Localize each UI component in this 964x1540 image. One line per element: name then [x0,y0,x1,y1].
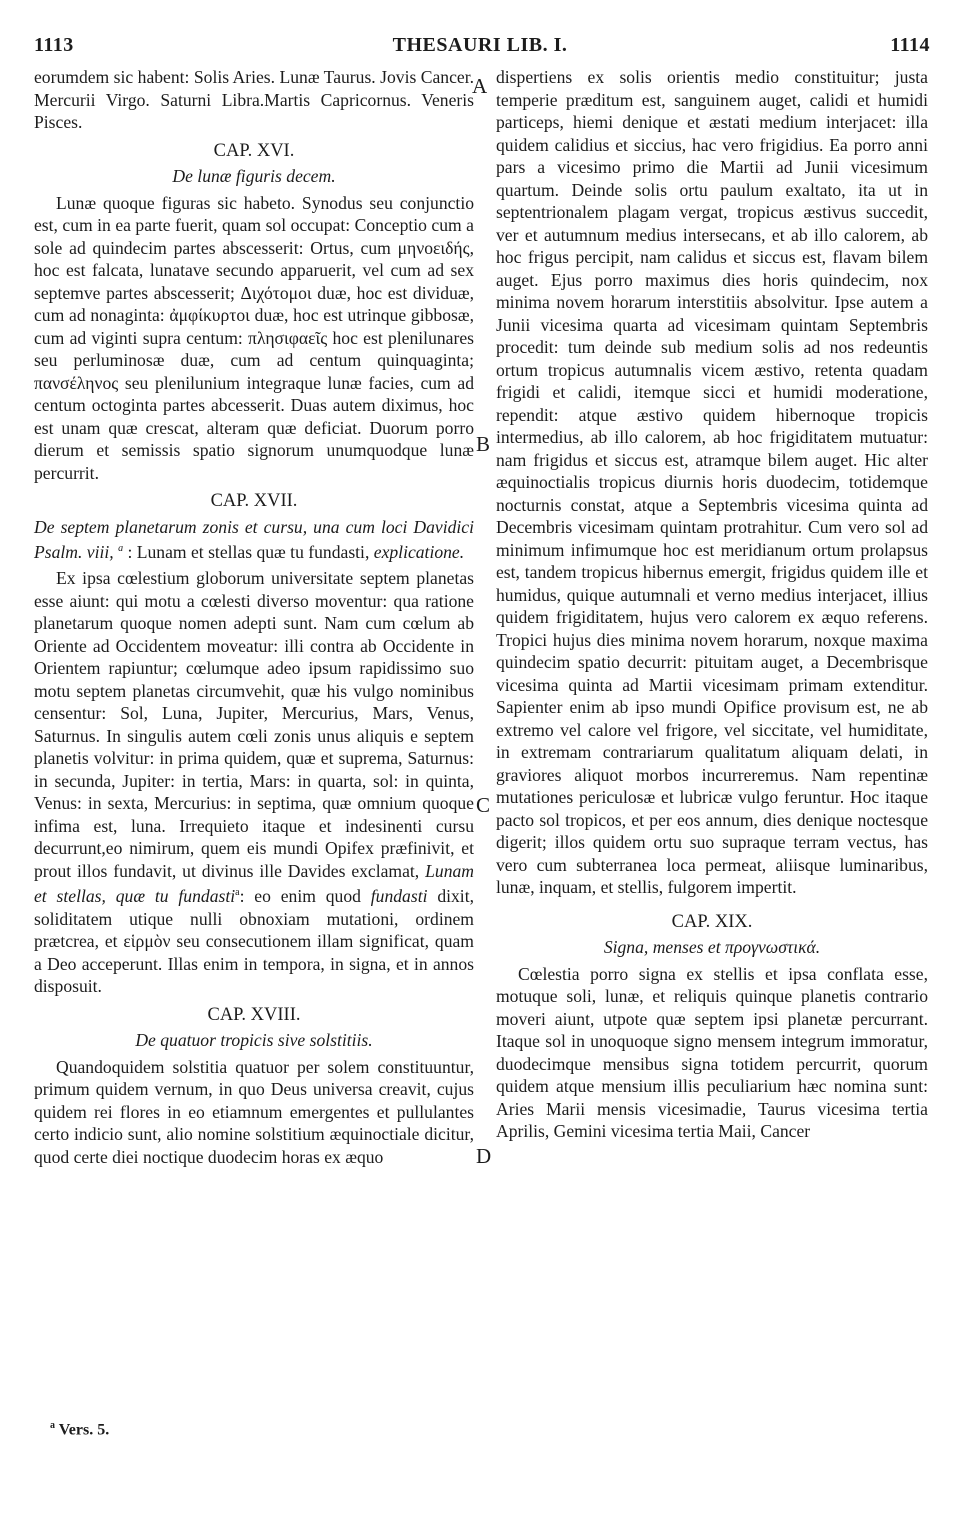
paragraph: dispertiens ex solis orientis medio constituitur; justa temperie præditum est, sanguinem auget, calidi et humidi particeps, hiemi denique et æstati medium interjacet: illa quidem calidius et siccius, hac vero frigidius. Ea porro anni pars a vicesimo primo die Martii ad Junii vicesimum quartum. Deinde solis ortu paulum exaltato, ita ut in septentrionalem plagam vergat, tropicus æstivus succedit, ver et autumnum medius intersecans, et ab illo calorem, ab hoc frigus percipit, nam calidus et siccus est, flavam bilem auget. Ejus porro maximus dies horis quindecim, nox minima novem horarum interstitiis absolvitur. Ipse autem a Junii vicesima quarta ad vicesimam quintam Septembris procedit: tum deinde sub medium solis ad nos redeuntis ortum tropicus autumnalis vicem æstivo, retenta quadam frigidi et calidi, itemque sicci et humidi moderatione, rependit: atque æstivo quidem hibernoque tropicis intermedius, ab illo calorem, ab hoc frigiditatem mutuatur: nam frigidus et siccus est, atramque bilem auget. Hic alter æquinoctialis tropicus diurnis horis duodecim, totidemque nocturnis constat, atque a Septembris vicesima quinta ad Decembris vicesimam quintam protrahitur. Cum vero sol ad minimum infimumque hoc est meridianum ortum prolapsus est, tandem tropicus hibernus emergit, frigidus quidem ille et humidus, quique autumnali et verno medius interjacet, illius quidem frigiditatem, hujus vero calorem ex æquo referens. Tropici hujus dies minima novem horarum, noxque maxima quindecim spatio decurrit: pituitam auget, a Decembrisque vicesima quinta ad Martii vicesimam primam extenditur. Sapienter enim ab ipso mundi Opifice provisum est, ne ab extremo vel calore vel frigore, vel siccitate, vel humiditate, in extremam contrariarum qualitatum aliquam delati, in graviores aliquot morbos incurreremus. Nam repentinæ mutationes periculosæ et lubricæ vulgo feruntur. Hoc itaque pacto sol tropicos, et per eos annum, dies denique noctesque digerit; illos quidem ortu suo supraque terram vectus, has vero cum subterranea loca permeat, aliisque luminaribus, lunæ, inquam, et stellis, fulgorem impertit. [496,67,928,897]
paragraph [34,567,474,997]
page-number-left: 1113 [34,34,74,56]
margin-marker-b: B [476,432,491,456]
paragraph: Cœlestia porro signa ex stellis et ipsa conflata esse, motuque soli, lunæ, et reliquis quinque planetis contrario moveri aiunt, utpote quæ septem ipsi planetæ percurrant. Itaque sol in unoquoque signo mensem integrum immoratur, duodecimque mensibus signa totidem percurrit, quorum quidem atque mensium illis peculiarium hæc nomina sunt: Aries Marii mensis vicesimadie, Taurus vicesima tertia Aprilis, Gemini vicesima tertia Maii, Cancer [496,963,928,1141]
running-title: THESAURI LIB. I. [392,34,568,56]
chapter-heading-17: CAP. XVII. [210,491,298,511]
right-column [496,66,928,1143]
paragraph: Quandoquidem solstitia quatuor per solem constituuntur, primum quidem vernum, in quo Deus universa creavit, cujus quidem rei flores in eo etiamnum emergentes et pullulantes certo indicio sunt, alio nomine solstitium æquinoctiale dicitur, quod certe diei noctique duodecim horas ex æquo [34,1056,474,1167]
subtitle-part: explicatione. [373,541,465,562]
chapter-heading-16: CAP. XVI. [213,140,295,161]
chapter-subtitle-17 [34,516,474,564]
footnote-text: Vers. 5. [58,1421,110,1439]
footnote [50,1420,109,1439]
margin-marker-d: D [476,1144,492,1168]
left-column [34,66,474,1168]
subtitle-part: : Lunam et stellas quæ tu fundasti, [127,541,370,562]
quote-italic: fundasti [370,886,428,907]
page-number-right: 1114 [890,34,930,56]
subtitle-part: De septem planetarum zonis et cursu, una cum loci Davidici Psalm. viii, [34,516,474,562]
margin-marker-a: A [472,74,488,98]
footnote-mark: a [50,1420,55,1431]
chapter-subtitle-16: De lunæ figuris decem. [172,166,336,186]
chapter-subtitle-19: Signa, menses et προγνωστικά. [603,937,821,957]
chapter-heading-19: CAP. XIX. [671,911,753,932]
chapter-subtitle-18: De quatuor tropicis sive solstitiis. [135,1030,373,1051]
paragraph: eorumdem sic habent: Solis Aries. Lunæ Taurus. Jovis Cancer. Mercurii Virgo. Saturni Libra.Martis Capricornus. Veneris Pisces. [34,67,474,132]
footnote-ref: a [235,887,240,899]
paragraph: Lunæ quoque figuras sic habeto. Synodus seu conjunctio est, cum in ea parte fuerit, quam sol occupat: Conceptio cum a sole ad quindecim partes abscesserit: Ortus, cum μηνοειδής, hoc est falcata, lunatave secundo apparuerit, vel cum ad sex septemve partes abscesserit; Διχότομοι duæ, hoc est dividuæ, cum ad nonaginta: ἀμφίκυρτοι duæ, hoc est utrinque gibbosæ, cum ad viginti supra centum: πλησιφαεῖς hoc est plenilunares seu perluminosæ duæ, cum ad centum quinquaginta; πανσέληνος seu plenilunium integraque lunæ facies, cum ad centum octoginta partes abcesserit. Duas autem diximus, hoc est unam quæ crescat, alteram quæ deficiat. Duorum porro dierum et semissis spatio signorum unumquodque lunæ percurrit. [34,192,474,483]
text-run: : eo enim quod [239,886,361,907]
text-run: dixit, soliditatem utique nulli obnoxiam mutationi, ordinem prætcrea, et εἱρμὸν seu consecutionem illam significat, quam a Deo acceperunt. Illas enim in tempora, in signa, et in annos disposuit. [34,886,474,997]
text-run: Ex ipsa cœlestium globorum universitate septem planetas esse aiunt: qui motu a cœlesti diverso moventur: qua ratione planetarum quoque nomen adepti sunt. Nam cum cœlum ab Oriente ad Occidentem moveatur: illi contra ab Occidente in Orientem rapiuntur; cœlumque adeo ipsum rapidissimo suo motu septem planetas circumvehit, quæ his vulgo nominibus censentur: Sol, Luna, Jupiter, Mercurius, Mars, Venus, Saturnus. In singulis autem cœli zonis unus aliquis e septem planetis volvitur: in prima quidem, quæ et suprema, Saturnus: in secunda, Jupiter: in tertia, Mars: in quarta, sol: in quinta, Venus: in sexta, Mercurius: in septima, quæ omnium quoque infima est, luna. Irrequieto itaque et indesinenti cursu decurrunt,eo nimirum, quem eis mundi Opifex præfinivit, et prout illos fundavit, ut divinus ille Davides exclamat, [34,568,474,881]
footnote-ref: a [118,543,124,554]
margin-marker-c: C [476,793,491,817]
chapter-heading-18: CAP. XVIII. [207,1004,301,1025]
quote-italic: Lunam et stellas, quæ tu fundasti [34,860,474,907]
running-header [30,34,930,62]
